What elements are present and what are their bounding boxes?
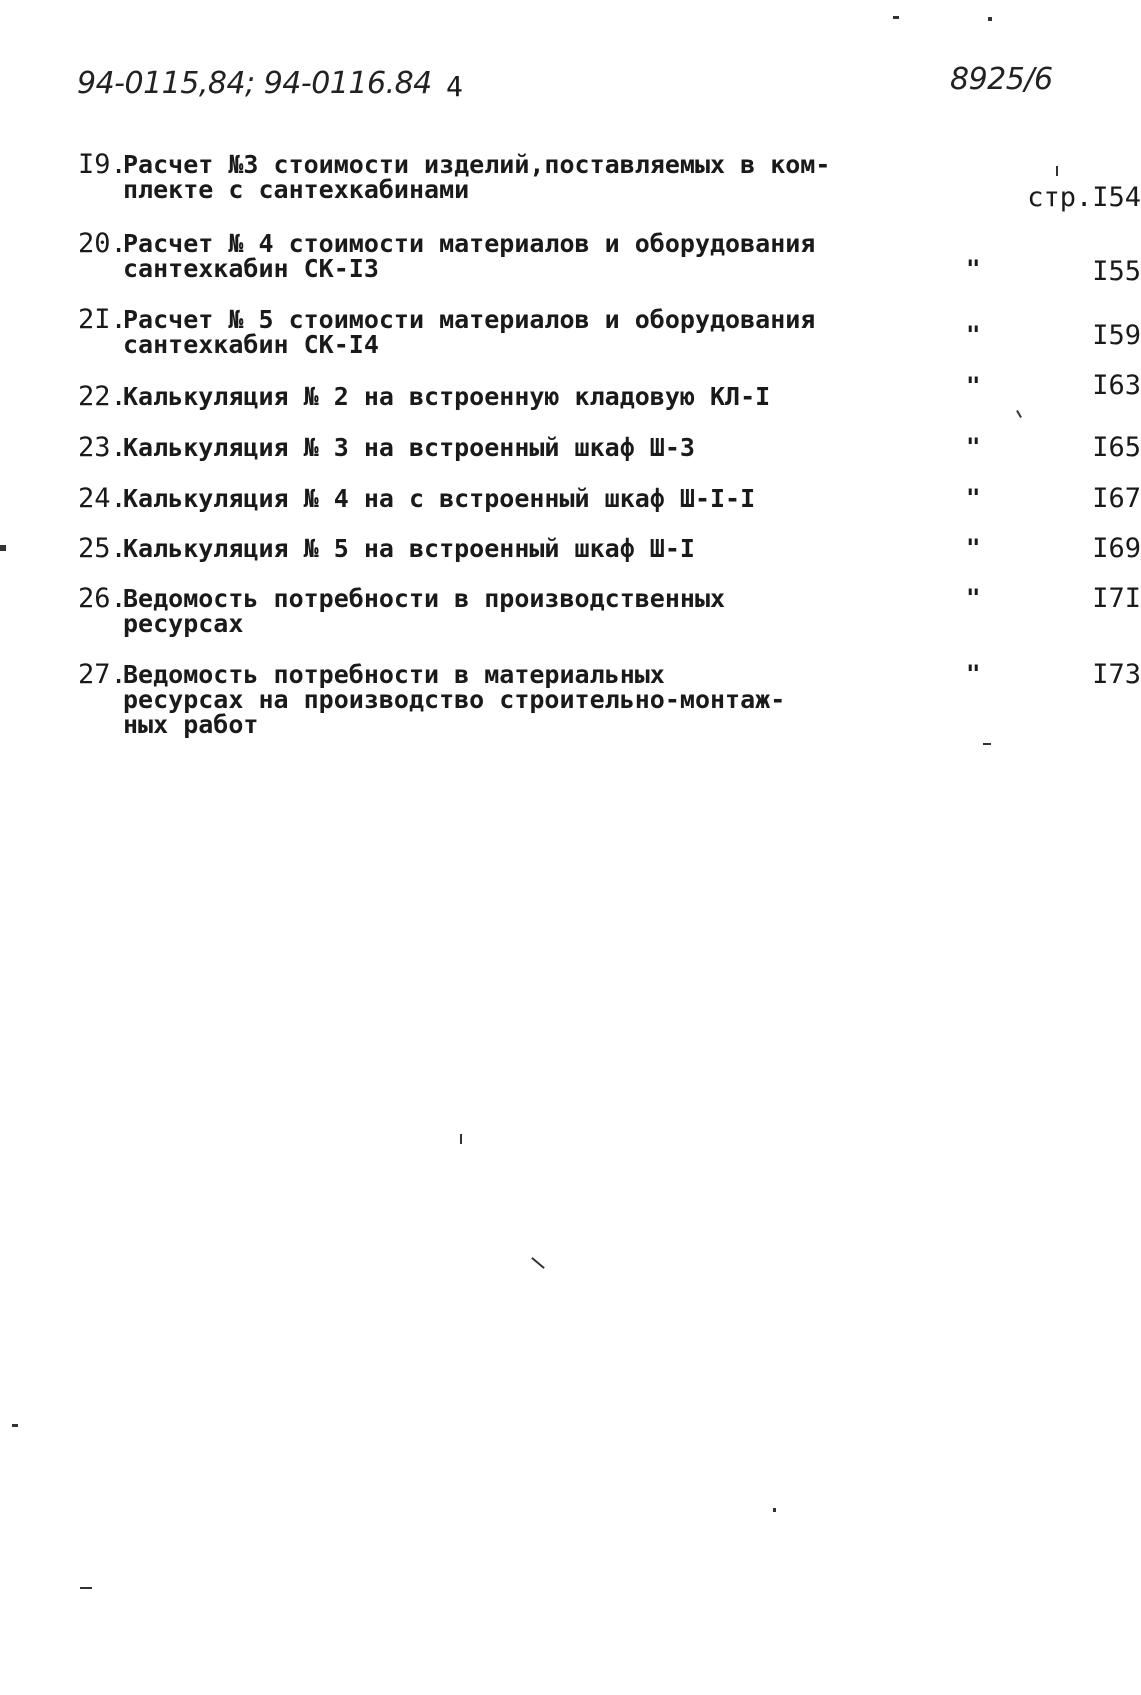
entry-page: I59 — [1092, 320, 1141, 351]
entry-text: Калькуляция № 5 на встроенный шкаф Ш-I — [123, 534, 695, 563]
entry-page: I65 — [1092, 432, 1141, 463]
ditto-mark: " — [966, 255, 981, 283]
entry-text: Расчет №3 стоимости изделий,поставляемых в ком- плекте с сантехкабинами — [123, 150, 831, 204]
ditto-mark: " — [966, 584, 981, 612]
scan-speck — [1016, 410, 1022, 418]
ditto-mark: " — [966, 660, 981, 688]
entry-text: Ведомость потребности в производственных ресурсах — [123, 584, 726, 638]
scan-speck — [531, 1257, 545, 1269]
document-code: 94-0115,84; 94-0116.84 — [77, 66, 432, 101]
scan-speck — [0, 545, 6, 551]
scan-speck — [988, 17, 992, 21]
scan-speck — [983, 743, 991, 745]
scan-speck — [773, 1508, 776, 1512]
entry-number: I9. — [78, 149, 127, 180]
ditto-mark: " — [966, 372, 981, 400]
entry-number: 22. — [78, 381, 127, 412]
page-value: I54 — [1092, 182, 1141, 213]
page-number: 4 — [446, 70, 463, 103]
entry-text: Расчет № 5 стоимости материалов и оборудования сантехкабин СК-I4 — [123, 305, 816, 359]
scan-speck — [12, 1424, 18, 1427]
entry-text: Калькуляция № 4 на с встроенный шкаф Ш-I-I — [123, 484, 756, 513]
entry-page: I63 — [1092, 370, 1141, 401]
ditto-mark: " — [966, 534, 981, 562]
entry-page: I73 — [1092, 659, 1141, 690]
ditto-mark: " — [966, 433, 981, 461]
entry-text: Ведомость потребности в материальных ресурсах на производство строительно-монтаж- ных работ — [123, 660, 786, 739]
entry-page — [1011, 182, 1141, 213]
archive-number: 8925/6 — [950, 62, 1053, 97]
entry-number: 24. — [78, 483, 127, 514]
entry-number: 27. — [78, 659, 127, 690]
entry-text: Калькуляция № 2 на встроенную кладовую КЛ-I — [123, 382, 771, 411]
entry-number: 2I. — [78, 304, 127, 335]
entry-number: 25. — [78, 533, 127, 564]
scan-speck — [893, 16, 899, 19]
entry-text: Расчет № 4 стоимости материалов и оборудования сантехкабин СК-I3 — [123, 229, 816, 283]
entry-page: I7I — [1092, 583, 1141, 614]
entry-page: I69 — [1092, 533, 1141, 564]
scan-speck — [80, 1587, 92, 1589]
ditto-mark: " — [966, 321, 981, 349]
ditto-mark: " — [966, 484, 981, 512]
entry-number: 23. — [78, 432, 127, 463]
entry-text: Калькуляция № 3 на встроенный шкаф Ш-3 — [123, 433, 695, 462]
page-prefix: стр. — [1027, 182, 1093, 213]
entry-page: I55 — [1092, 256, 1141, 287]
entry-number: 20. — [78, 228, 127, 259]
scan-speck — [460, 1134, 462, 1144]
entry-number: 26. — [78, 583, 127, 614]
entry-page: I67 — [1092, 483, 1141, 514]
scan-speck — [1056, 166, 1058, 176]
